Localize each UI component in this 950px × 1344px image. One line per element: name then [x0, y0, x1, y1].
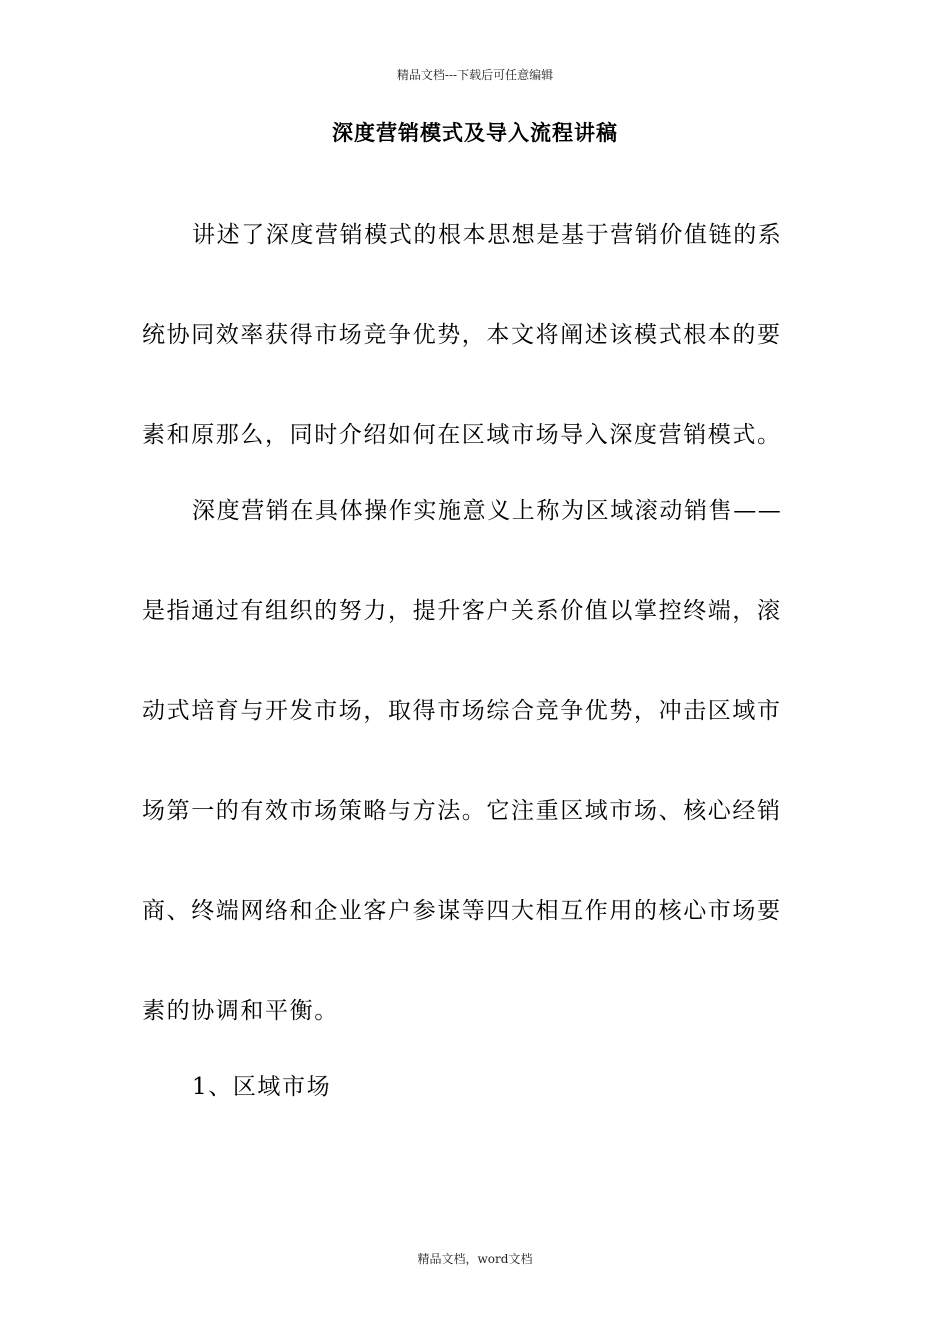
paragraph-1-line-3: 素和原那么，同时介绍如何在区域市场导入深度营销模式。 [142, 422, 782, 448]
page-footer: 精品文档，word文档 [417, 1252, 533, 1266]
paragraph-2-line-6: 素的协调和平衡。 [142, 998, 339, 1024]
paragraph-2-line-2: 是指通过有组织的努力，提升客户关系价值以掌控终端，滚 [142, 598, 782, 624]
page-header: 精品文档---下载后可任意编辑 [396, 68, 554, 82]
paragraph-1-line-1: 讲述了深度营销模式的根本思想是基于营销价值链的系 [192, 222, 783, 248]
paragraph-2-line-3: 动式培育与开发市场，取得市场综合竞争优势，冲击区域市 [142, 698, 782, 724]
paragraph-1-line-2: 统协同效率获得市场竞争优势，本文将阐述该模式根本的要 [142, 322, 782, 348]
paragraph-2-line-1: 深度营销在具体操作实施意义上称为区域滚动销售—— [192, 498, 783, 524]
document-title: 深度营销模式及导入流程讲稿 [332, 120, 618, 145]
paragraph-2-line-4: 场第一的有效市场策略与方法。它注重区域市场、核心经销 [142, 798, 782, 824]
section-heading-regional-market: 1、区域市场 [192, 1074, 332, 1100]
paragraph-2-line-5: 商、终端网络和企业客户参谋等四大相互作用的核心市场要 [142, 898, 782, 924]
